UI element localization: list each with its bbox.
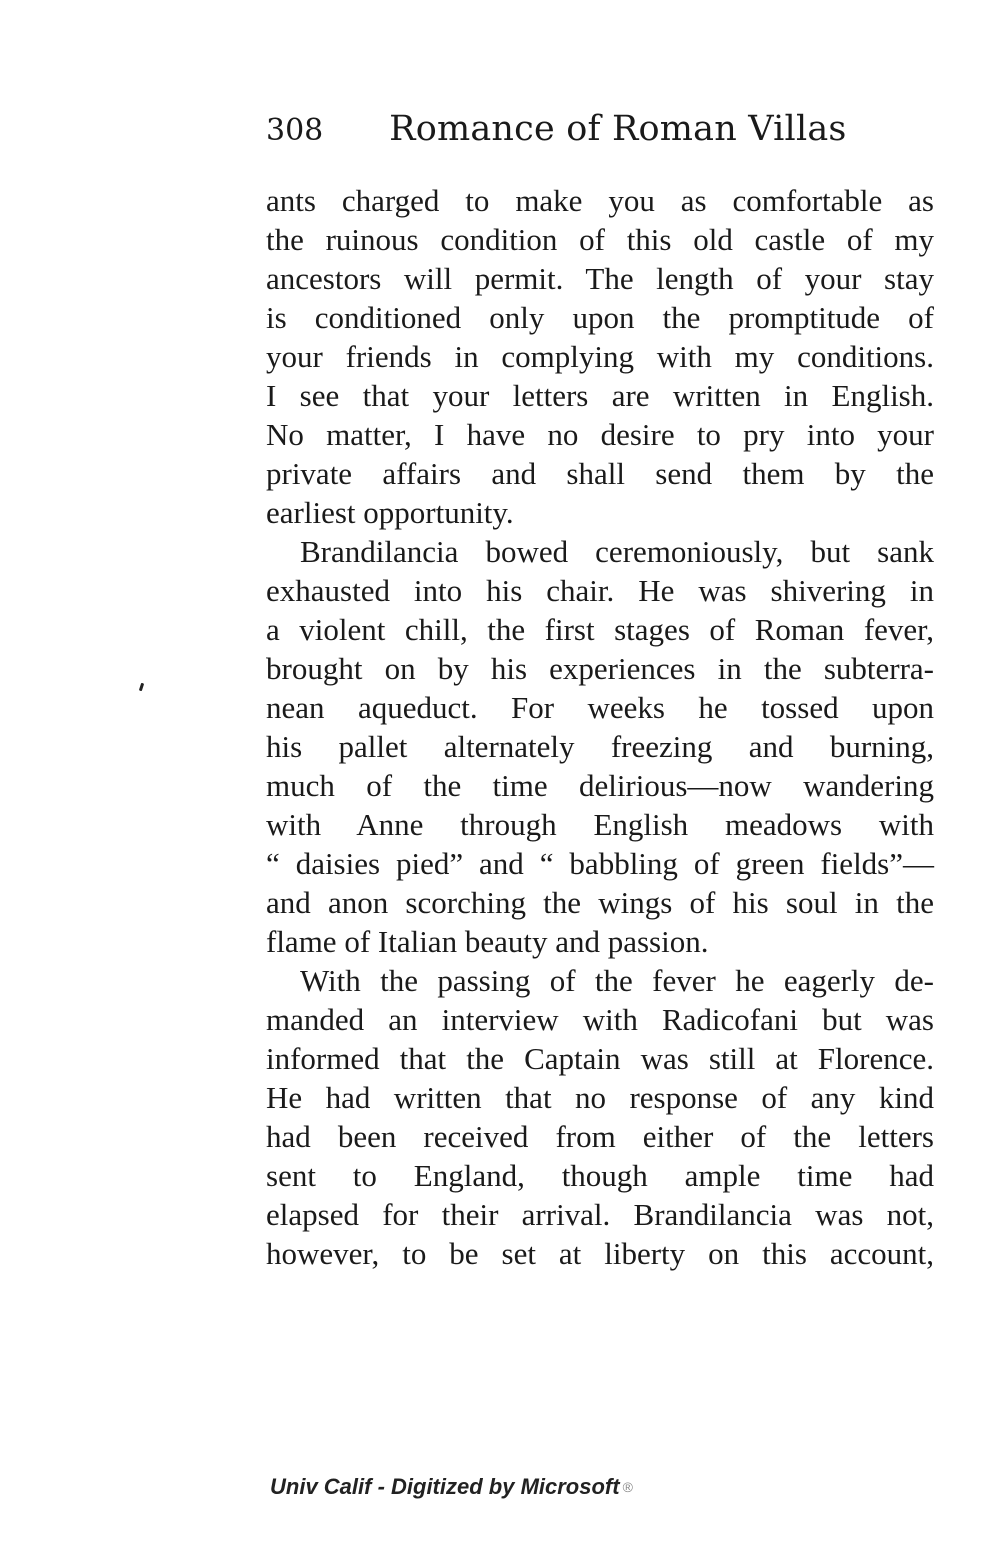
- text-line: informed that the Captain was still at Florence.: [266, 1041, 934, 1076]
- text-line: earliest opportunity.: [266, 495, 514, 530]
- text-line: With the passing of the fever he eagerly de-: [300, 963, 934, 998]
- text-line: “ daisies pied” and “ babbling of green fields”—: [266, 846, 934, 881]
- text-line: No matter, I have no desire to pry into your: [266, 417, 934, 452]
- watermark-text: Univ Calif - Digitized by Microsoft: [270, 1474, 620, 1499]
- paragraph-1: [266, 181, 934, 532]
- text-line: Brandilancia bowed ceremoniously, but sank: [300, 534, 934, 569]
- text-line: with Anne through English meadows with: [266, 807, 934, 842]
- paragraph-2: [266, 532, 934, 961]
- text-line: and anon scorching the wings of his soul in the: [266, 885, 934, 920]
- text-line: nean aqueduct. For weeks he tossed upon: [266, 690, 934, 725]
- text-line: I see that your letters are written in English.: [266, 378, 934, 413]
- text-line: ancestors will permit. The length of your stay: [266, 261, 934, 296]
- text-line: flame of Italian beauty and passion.: [266, 924, 709, 959]
- text-line: exhausted into his chair. He was shivering in: [266, 573, 934, 608]
- text-line: is conditioned only upon the promptitude of: [266, 300, 934, 335]
- text-line: elapsed for their arrival. Brandilancia was not,: [266, 1197, 934, 1232]
- text-line: He had written that no response of any kind: [266, 1080, 934, 1115]
- text-line: a violent chill, the first stages of Roman fever,: [266, 612, 934, 647]
- book-title: Romance of Roman Villas: [389, 109, 847, 149]
- text-line: ants charged to make you as comfortable as: [266, 183, 934, 218]
- text-line: private affairs and shall send them by the: [266, 456, 934, 491]
- text-line: the ruinous condition of this old castle of my: [266, 222, 934, 257]
- text-line: had been received from either of the letters: [266, 1119, 934, 1154]
- page-number: 308: [266, 113, 324, 148]
- scan-speck: [139, 683, 144, 692]
- running-head: [266, 104, 936, 154]
- text-line: sent to England, though ample time had: [266, 1158, 934, 1193]
- text-line: brought on by his experiences in the subterra-: [266, 651, 934, 686]
- text-line: however, to be set at liberty on this account,: [266, 1236, 934, 1271]
- text-line: manded an interview with Radicofani but was: [266, 1002, 934, 1037]
- text-line: much of the time delirious—now wandering: [266, 768, 934, 803]
- paragraph-3: [266, 961, 934, 1273]
- text-line: his pallet alternately freezing and burning,: [266, 729, 934, 764]
- digitization-watermark: [270, 1472, 770, 1502]
- text-line: your friends in complying with my conditions.: [266, 339, 934, 374]
- watermark-mark: ®: [622, 1479, 633, 1495]
